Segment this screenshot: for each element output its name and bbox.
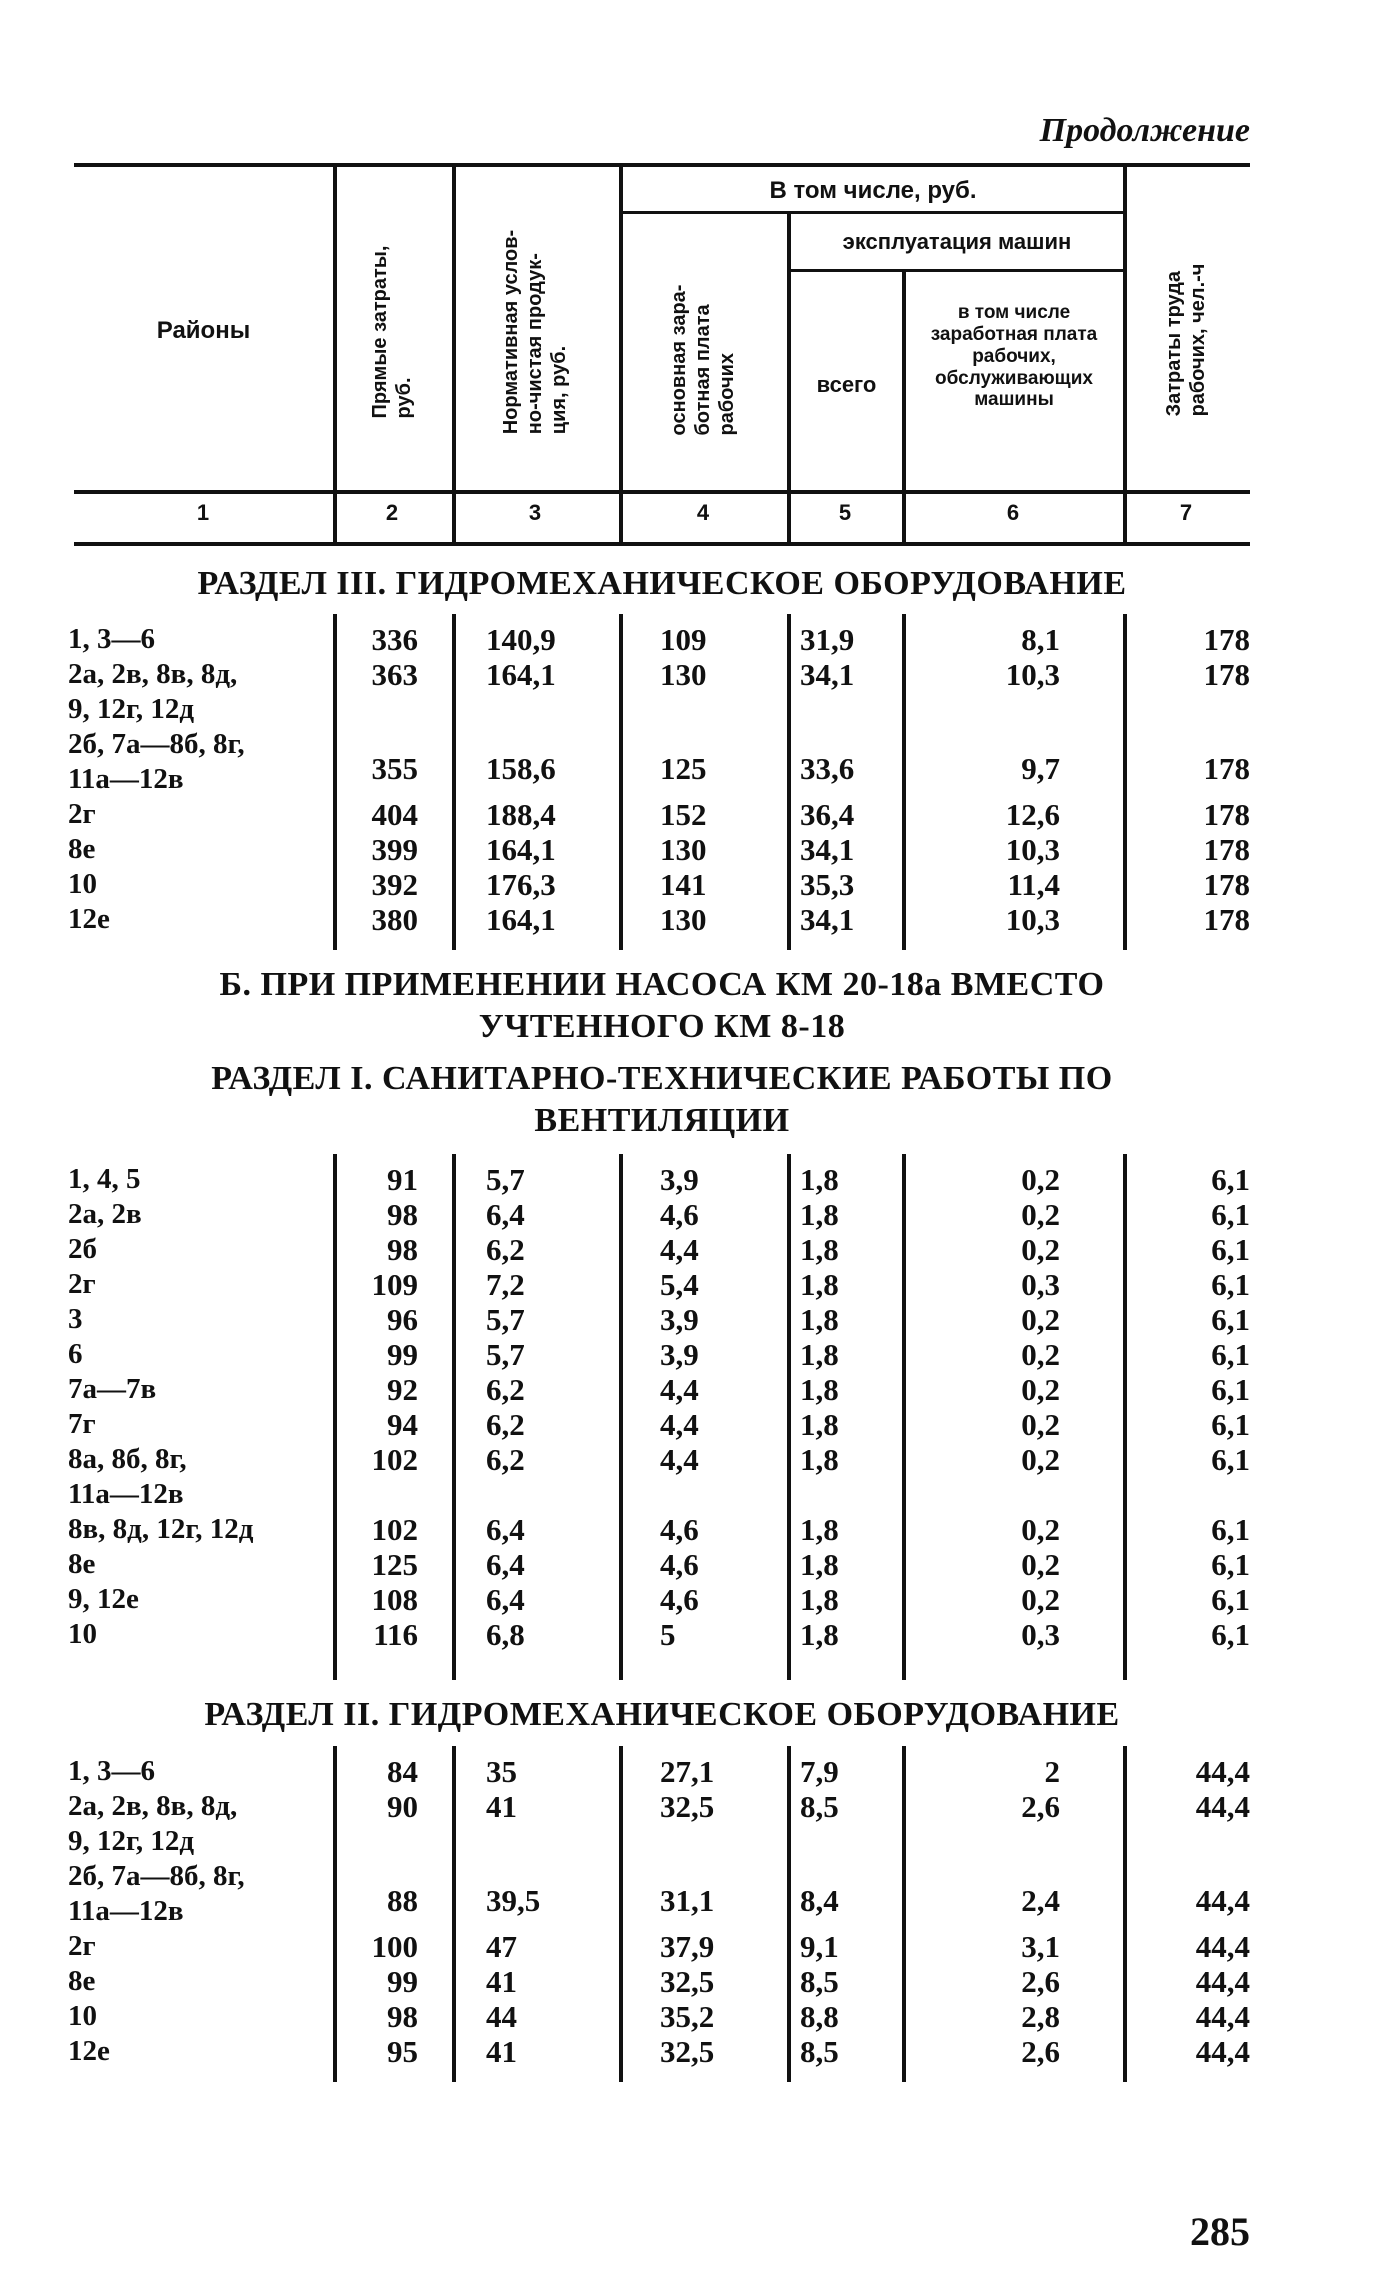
value-cell: 34,1	[800, 832, 855, 867]
value-cell: 164,1	[486, 657, 556, 692]
value-cell: 2,6	[1021, 1789, 1060, 1824]
page-number: 285	[1190, 2209, 1250, 2254]
value-cell: 36,4	[800, 797, 855, 832]
header-labor: Затраты труда рабочих, чел.-ч	[1163, 263, 1209, 417]
value-cell: 9,7	[1021, 750, 1060, 786]
value-cell: 31,1	[660, 1882, 715, 1918]
value-cell: 2,4	[1021, 1882, 1060, 1918]
value-cell: 95	[387, 2034, 418, 2069]
value-cell: 6,1	[1211, 1162, 1250, 1197]
value-cell: 5,7	[486, 1302, 525, 1337]
value-cell: 2	[1044, 1754, 1060, 1789]
value-cell: 109	[371, 1267, 418, 1302]
value-cell: 6,4	[486, 1512, 525, 1547]
value-cell: 125	[660, 750, 707, 786]
value-cell: 1,8	[800, 1197, 839, 1232]
table-row	[0, 2034, 1384, 2069]
value-cell: 6,1	[1211, 1197, 1250, 1232]
value-cell: 8,8	[800, 1999, 839, 2034]
value-cell: 39,5	[486, 1882, 541, 1918]
region-cell: 11а—12в	[68, 1895, 184, 1927]
region-cell: 10	[68, 1618, 97, 1650]
value-cell: 188,4	[486, 797, 556, 832]
value-cell: 1,8	[800, 1617, 839, 1652]
table-row	[0, 867, 1384, 902]
value-cell: 4,4	[660, 1232, 699, 1267]
value-cell: 6,1	[1211, 1232, 1250, 1267]
header-base-wage: основная зара- ботная плата рабочих	[668, 284, 738, 436]
value-cell: 47	[486, 1929, 517, 1964]
value-cell: 8,5	[800, 1789, 839, 1824]
value-cell: 178	[1203, 622, 1250, 657]
region-cell: 8а, 8б, 8г,	[68, 1443, 187, 1475]
table-row	[0, 1754, 1384, 1789]
region-cell: 1, 4, 5	[68, 1163, 141, 1195]
value-cell: 0,2	[1021, 1337, 1060, 1372]
region-cell: 10	[68, 868, 97, 900]
region-cell: 8е	[68, 833, 96, 865]
column-number-2: 2	[385, 500, 399, 525]
value-cell: 4,4	[660, 1407, 699, 1442]
value-cell: 44	[486, 1999, 517, 2034]
table-row	[0, 1407, 1384, 1442]
section-title: РАЗДЕЛ III. ГИДРОМЕХАНИЧЕСКОЕ ОБОРУДОВАНИЕ	[197, 565, 1127, 602]
header-normative-output: Нормативная услов- но-чистая продук- ция, руб.	[500, 229, 570, 435]
region-cell: 2г	[68, 1930, 96, 1962]
value-cell: 6,1	[1211, 1617, 1250, 1652]
value-cell: 1,8	[800, 1337, 839, 1372]
column-number-7: 7	[1179, 500, 1193, 525]
table-row	[0, 727, 1384, 797]
value-cell: 44,4	[1195, 1999, 1250, 2034]
table-row	[0, 1442, 1384, 1512]
column-number-3: 3	[528, 500, 542, 525]
table-row	[0, 1617, 1384, 1652]
value-cell: 96	[387, 1302, 418, 1337]
value-cell: 1,8	[800, 1547, 839, 1582]
value-cell: 2,6	[1021, 1964, 1060, 1999]
header-divider-2	[452, 167, 456, 544]
value-cell: 130	[660, 902, 707, 937]
value-cell: 98	[387, 1232, 418, 1267]
value-cell: 6,1	[1211, 1267, 1250, 1302]
table-row	[0, 797, 1384, 832]
value-cell: 392	[371, 867, 418, 902]
value-cell: 176,3	[486, 867, 556, 902]
value-cell: 1,8	[800, 1372, 839, 1407]
value-cell: 6,1	[1211, 1582, 1250, 1617]
value-cell: 35	[486, 1754, 517, 1789]
value-cell: 4,4	[660, 1442, 699, 1477]
table-row	[0, 1999, 1384, 2034]
value-cell: 10,3	[1005, 902, 1060, 937]
region-cell: 9, 12е	[68, 1583, 139, 1615]
value-cell: 380	[371, 902, 418, 937]
value-cell: 6,4	[486, 1197, 525, 1232]
value-cell: 44,4	[1195, 1882, 1250, 1918]
column-number-1: 1	[196, 500, 210, 525]
value-cell: 0,3	[1021, 1617, 1060, 1652]
value-cell: 6,1	[1211, 1547, 1250, 1582]
value-cell: 0,2	[1021, 1162, 1060, 1197]
value-cell: 1,8	[800, 1267, 839, 1302]
value-cell: 3,9	[660, 1162, 699, 1197]
value-cell: 0,3	[1021, 1267, 1060, 1302]
value-cell: 0,2	[1021, 1372, 1060, 1407]
table-row	[0, 1789, 1384, 1859]
value-cell: 6,2	[486, 1442, 525, 1477]
value-cell: 8,4	[800, 1882, 839, 1918]
region-cell: 12е	[68, 2035, 110, 2067]
value-cell: 4,6	[660, 1547, 699, 1582]
value-cell: 178	[1203, 902, 1250, 937]
value-cell: 8,5	[800, 2034, 839, 2069]
section-title: Б. ПРИ ПРИМЕНЕНИИ НАСОСА КМ 20-18а ВМЕСТО	[219, 966, 1105, 1003]
value-cell: 130	[660, 832, 707, 867]
region-cell: 10	[68, 2000, 97, 2032]
table-row	[0, 1372, 1384, 1407]
table-row	[0, 1302, 1384, 1337]
header-machine-wage: в том числе заработная плата рабочих, обслуживающих машины	[930, 302, 1098, 411]
value-cell: 178	[1203, 867, 1250, 902]
region-cell: 9, 12г, 12д	[68, 693, 195, 725]
region-cell: 2г	[68, 798, 96, 830]
value-cell: 90	[387, 1789, 418, 1824]
value-cell: 399	[371, 832, 418, 867]
value-cell: 32,5	[660, 1964, 715, 1999]
value-cell: 4,6	[660, 1582, 699, 1617]
value-cell: 1,8	[800, 1162, 839, 1197]
header-divider-3	[619, 167, 623, 544]
value-cell: 6,1	[1211, 1337, 1250, 1372]
table-row	[0, 1582, 1384, 1617]
section-title: РАЗДЕЛ II. ГИДРОМЕХАНИЧЕСКОЕ ОБОРУДОВАНИЕ	[204, 1696, 1120, 1733]
region-cell: 1, 3—6	[68, 1755, 155, 1787]
region-cell: 2а, 2в	[68, 1198, 142, 1230]
value-cell: 4,4	[660, 1372, 699, 1407]
value-cell: 6,1	[1211, 1407, 1250, 1442]
region-cell: 8е	[68, 1548, 96, 1580]
value-cell: 33,6	[800, 750, 855, 786]
value-cell: 102	[371, 1512, 418, 1547]
value-cell: 91	[387, 1162, 418, 1197]
value-cell: 178	[1203, 797, 1250, 832]
value-cell: 44,4	[1195, 1789, 1250, 1824]
table-row	[0, 622, 1384, 657]
value-cell: 2,8	[1021, 1999, 1060, 2034]
value-cell: 8,1	[1021, 622, 1060, 657]
value-cell: 41	[486, 1789, 517, 1824]
value-cell: 152	[660, 797, 707, 832]
column-number-4: 4	[696, 500, 710, 525]
value-cell: 125	[371, 1547, 418, 1582]
header-direct-costs: Прямые затраты, руб.	[369, 245, 415, 419]
value-cell: 5	[660, 1617, 676, 1652]
value-cell: 88	[387, 1882, 418, 1918]
value-cell: 5,7	[486, 1162, 525, 1197]
value-cell: 8,5	[800, 1964, 839, 1999]
value-cell: 158,6	[486, 750, 556, 786]
value-cell: 98	[387, 1197, 418, 1232]
region-cell: 3	[68, 1303, 83, 1335]
value-cell: 5,4	[660, 1267, 699, 1302]
value-cell: 6,4	[486, 1582, 525, 1617]
value-cell: 34,1	[800, 657, 855, 692]
value-cell: 100	[371, 1929, 418, 1964]
header-group-including: В том числе, руб.	[769, 177, 977, 204]
region-cell: 9, 12г, 12д	[68, 1825, 195, 1857]
continuation-label: Продолжение	[1039, 112, 1250, 149]
value-cell: 0,2	[1021, 1442, 1060, 1477]
value-cell: 178	[1203, 657, 1250, 692]
region-cell: 7а—7в	[68, 1373, 157, 1405]
value-cell: 27,1	[660, 1754, 715, 1789]
value-cell: 108	[371, 1582, 418, 1617]
value-cell: 6,1	[1211, 1442, 1250, 1477]
value-cell: 0,2	[1021, 1407, 1060, 1442]
value-cell: 34,1	[800, 902, 855, 937]
table-row	[0, 1232, 1384, 1267]
value-cell: 10,3	[1005, 657, 1060, 692]
header-bottom-rule	[74, 490, 1250, 494]
value-cell: 41	[486, 1964, 517, 1999]
region-cell: 1, 3—6	[68, 623, 155, 655]
value-cell: 4,6	[660, 1512, 699, 1547]
table-row	[0, 1197, 1384, 1232]
section-title: РАЗДЕЛ I. САНИТАРНО-ТЕХНИЧЕСКИЕ РАБОТЫ ПО	[211, 1060, 1113, 1097]
value-cell: 1,8	[800, 1232, 839, 1267]
value-cell: 3,1	[1021, 1929, 1060, 1964]
value-cell: 1,8	[800, 1302, 839, 1337]
region-cell: 12е	[68, 903, 110, 935]
header-divider-6	[1123, 167, 1127, 544]
region-cell: 2а, 2в, 8в, 8д,	[68, 1790, 238, 1822]
column-numbers-bottom-rule	[74, 542, 1250, 546]
region-cell: 7г	[68, 1408, 96, 1440]
value-cell: 10,3	[1005, 832, 1060, 867]
value-cell: 0,2	[1021, 1232, 1060, 1267]
table-row	[0, 1512, 1384, 1547]
value-cell: 4,6	[660, 1197, 699, 1232]
table-row	[0, 1547, 1384, 1582]
value-cell: 32,5	[660, 1789, 715, 1824]
header-machine-total: всего	[816, 372, 877, 397]
value-cell: 12,6	[1005, 797, 1060, 832]
value-cell: 178	[1203, 832, 1250, 867]
value-cell: 44,4	[1195, 1754, 1250, 1789]
table-top-rule	[74, 163, 1250, 167]
table-row	[0, 832, 1384, 867]
table-row	[0, 1267, 1384, 1302]
value-cell: 178	[1203, 750, 1250, 786]
value-cell: 9,1	[800, 1929, 839, 1964]
value-cell: 141	[660, 867, 707, 902]
table-row	[0, 1859, 1384, 1929]
value-cell: 6,1	[1211, 1372, 1250, 1407]
value-cell: 98	[387, 1999, 418, 2034]
value-cell: 355	[371, 750, 418, 786]
header-divider-5	[902, 270, 906, 544]
region-cell: 6	[68, 1338, 83, 1370]
value-cell: 116	[373, 1617, 418, 1652]
value-cell: 35,3	[800, 867, 855, 902]
table-row	[0, 1964, 1384, 1999]
value-cell: 164,1	[486, 832, 556, 867]
header-regions: Районы	[156, 317, 251, 344]
value-cell: 35,2	[660, 1999, 715, 2034]
value-cell: 109	[660, 622, 707, 657]
value-cell: 3,9	[660, 1337, 699, 1372]
table-row	[0, 902, 1384, 937]
value-cell: 130	[660, 657, 707, 692]
value-cell: 1,8	[800, 1407, 839, 1442]
value-cell: 0,2	[1021, 1197, 1060, 1232]
value-cell: 3,9	[660, 1302, 699, 1337]
region-cell: 2б, 7а—8б, 8г,	[68, 1860, 245, 1892]
value-cell: 32,5	[660, 2034, 715, 2069]
table-row	[0, 1162, 1384, 1197]
value-cell: 336	[371, 622, 418, 657]
value-cell: 44,4	[1195, 1964, 1250, 1999]
region-cell: 2б, 7а—8б, 8г,	[68, 728, 245, 760]
value-cell: 6,2	[486, 1372, 525, 1407]
value-cell: 6,1	[1211, 1512, 1250, 1547]
value-cell: 0,2	[1021, 1582, 1060, 1617]
table-row	[0, 657, 1384, 727]
region-cell: 11а—12в	[68, 1478, 184, 1510]
value-cell: 99	[387, 1964, 418, 1999]
value-cell: 7,9	[800, 1754, 839, 1789]
table-row	[0, 1337, 1384, 1372]
value-cell: 41	[486, 2034, 517, 2069]
region-cell: 11а—12в	[68, 763, 184, 795]
region-cell: 2г	[68, 1268, 96, 1300]
value-cell: 1,8	[800, 1512, 839, 1547]
value-cell: 31,9	[800, 622, 855, 657]
value-cell: 6,2	[486, 1407, 525, 1442]
value-cell: 44,4	[1195, 2034, 1250, 2069]
value-cell: 0,2	[1021, 1302, 1060, 1337]
value-cell: 6,4	[486, 1547, 525, 1582]
table-row	[0, 1929, 1384, 1964]
header-subgroup-rule	[791, 269, 1123, 272]
header-machine-group: эксплуатация машин	[842, 229, 1072, 254]
section-title: УЧТЕННОГО КМ 8-18	[478, 1008, 846, 1045]
region-cell: 8в, 8д, 12г, 12д	[68, 1513, 254, 1545]
value-cell: 164,1	[486, 902, 556, 937]
value-cell: 1,8	[800, 1582, 839, 1617]
region-cell: 2а, 2в, 8в, 8д,	[68, 658, 238, 690]
section-title: ВЕНТИЛЯЦИИ	[534, 1102, 790, 1139]
value-cell: 7,2	[486, 1267, 525, 1302]
value-cell: 6,2	[486, 1232, 525, 1267]
value-cell: 11,4	[1007, 867, 1060, 902]
value-cell: 44,4	[1195, 1929, 1250, 1964]
value-cell: 99	[387, 1337, 418, 1372]
column-number-5: 5	[838, 500, 852, 525]
header-group-rule	[623, 211, 1123, 214]
value-cell: 94	[387, 1407, 418, 1442]
value-cell: 404	[371, 797, 418, 832]
value-cell: 363	[371, 657, 418, 692]
value-cell: 2,6	[1021, 2034, 1060, 2069]
value-cell: 6,1	[1211, 1302, 1250, 1337]
value-cell: 1,8	[800, 1442, 839, 1477]
value-cell: 0,2	[1021, 1512, 1060, 1547]
region-cell: 2б	[68, 1233, 97, 1265]
value-cell: 6,8	[486, 1617, 525, 1652]
region-cell: 8е	[68, 1965, 96, 1997]
value-cell: 140,9	[486, 622, 556, 657]
value-cell: 92	[387, 1372, 418, 1407]
value-cell: 37,9	[660, 1929, 715, 1964]
value-cell: 0,2	[1021, 1547, 1060, 1582]
column-number-6: 6	[1006, 500, 1020, 525]
value-cell: 84	[387, 1754, 418, 1789]
header-divider-1	[333, 167, 337, 544]
value-cell: 5,7	[486, 1337, 525, 1372]
value-cell: 102	[371, 1442, 418, 1477]
